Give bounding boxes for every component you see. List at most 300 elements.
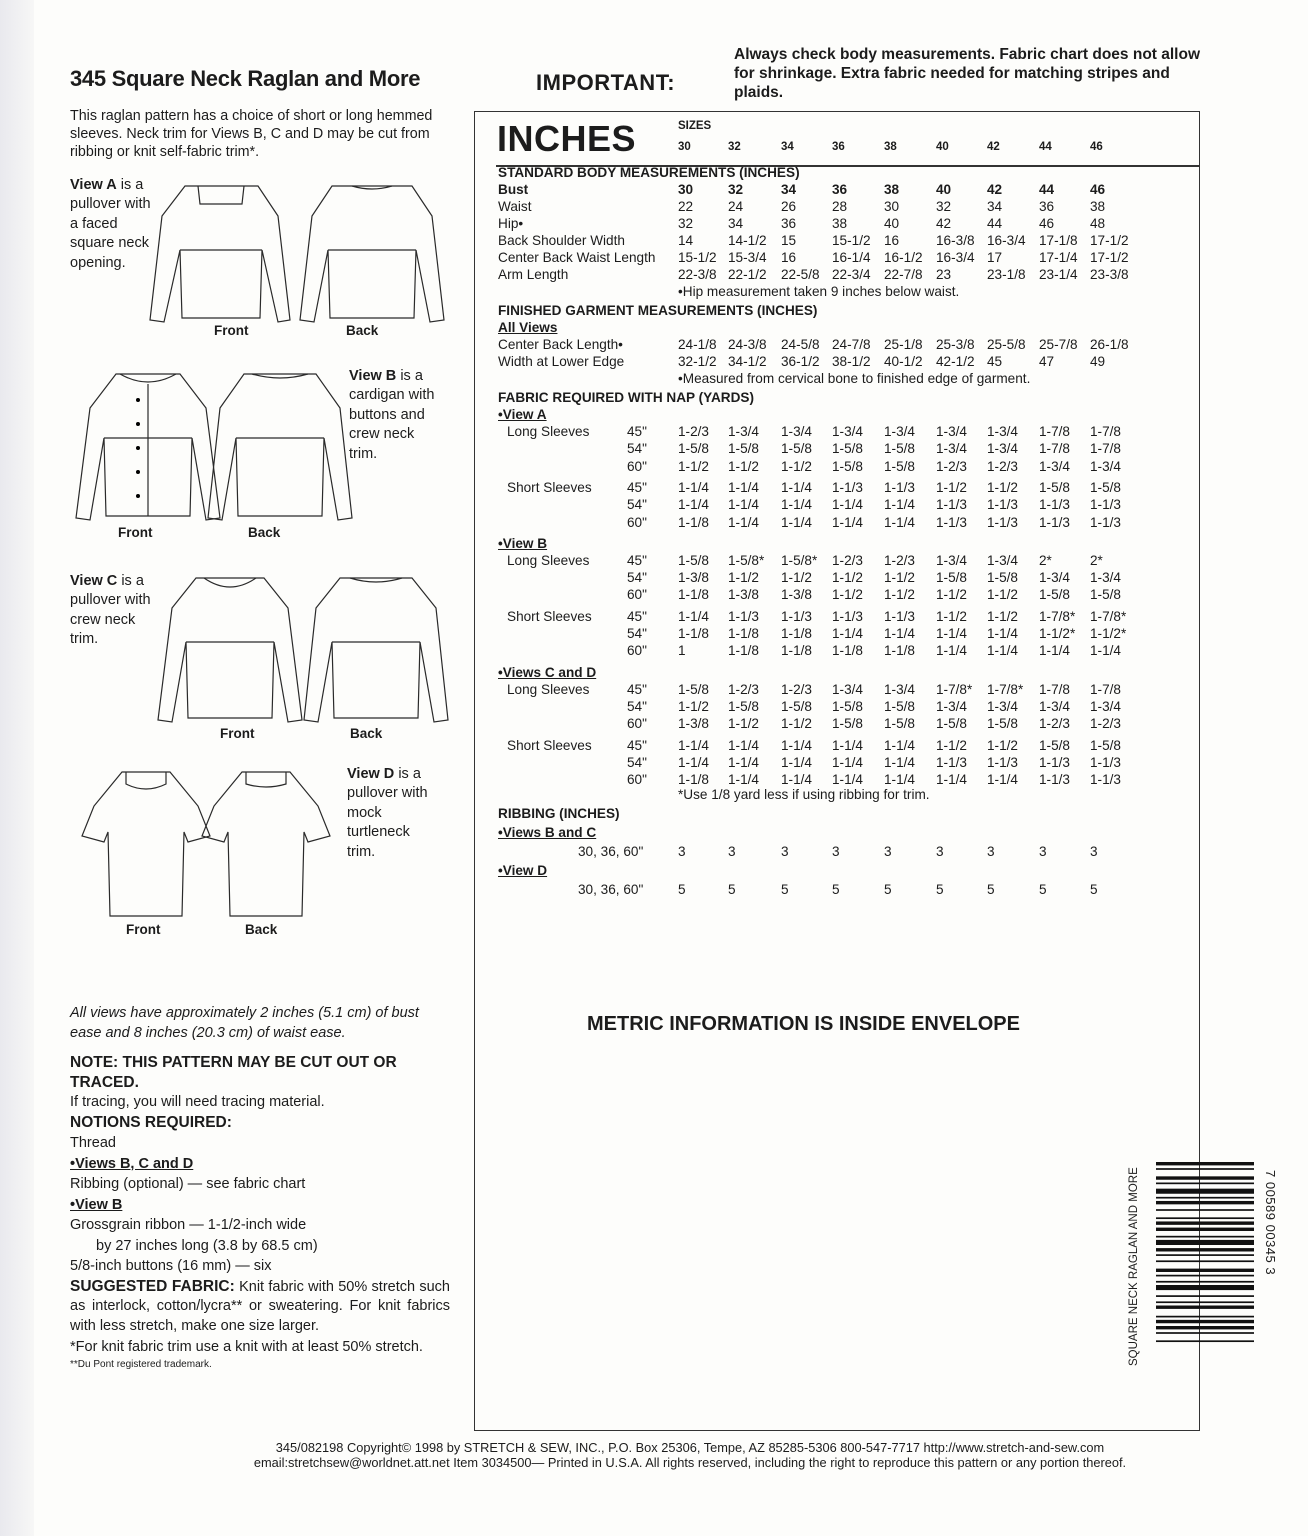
fabric-width: 60" [627, 643, 647, 659]
fabric-width: 45" [627, 681, 647, 697]
barcode-bar [1156, 1332, 1254, 1334]
chart-cell: 3 [987, 844, 995, 860]
chart-cell: 1-3/4 [936, 698, 967, 714]
chart-cell: 1-3/4 [832, 424, 863, 439]
chart-cell: 3 [1039, 844, 1047, 860]
barcode-bar [1156, 1183, 1254, 1185]
row-label: Hip• [498, 216, 524, 231]
chart-cell: 1-3/4 [728, 424, 759, 439]
chart-cell: 1-7/8* [936, 681, 973, 697]
chart-cell: 1-2/3 [728, 681, 759, 697]
chart-cell: 1-1/8 [884, 643, 915, 659]
chart-cell: 1-1/4 [832, 497, 863, 513]
chart-cell: 1-1/2 [728, 458, 759, 474]
chart-cell: 1-1/4 [936, 626, 967, 641]
chart-cell: 1-1/2* [1039, 626, 1076, 641]
chart-cell: 16 [884, 233, 900, 248]
notion-ribbing: Ribbing (optional) — see fabric chart [70, 1176, 306, 1192]
chart-cell: 26-1/8 [1090, 337, 1129, 352]
view-d-description [347, 765, 439, 862]
barcode-bar [1156, 1295, 1254, 1297]
chart-cell: 40-1/2 [884, 354, 923, 369]
chart-cell: 1-1/8 [781, 643, 812, 659]
important-text: Always check body measurements. Fabric chart does not allow for shrinkage. Extra fabric needed for matching stripes and plaids. [734, 46, 1201, 101]
chart-cell: 1-3/4 [1039, 570, 1070, 586]
chart-cell: 1-5/8 [832, 458, 863, 474]
chart-cell: 1-3/4 [987, 552, 1018, 568]
view-c-text: is a pullover with crew neck trim. [70, 573, 151, 648]
chart-cell: 1-1/4 [781, 772, 812, 788]
view-a-back-caption: Back [346, 323, 379, 338]
chart-cell: 1-1/4 [832, 626, 863, 641]
chart-cell: 1-5/8 [781, 441, 812, 457]
chart-cell: 1-3/4 [1039, 458, 1070, 474]
suggested-heading: SUGGESTED FABRIC: [70, 1277, 235, 1295]
chart-cell: 15-3/4 [728, 250, 767, 265]
chart-cell: 22-5/8 [781, 267, 820, 282]
trademark-note: **Du Pont registered trademark. [70, 1358, 212, 1370]
chart-cell: 16-3/4 [936, 250, 975, 265]
chart-cell: 14 [678, 233, 694, 248]
chart-cell: 22-3/4 [832, 267, 871, 282]
chart-cell: 1-1/2 [781, 458, 812, 474]
chart-cell: 1-1/2 [936, 479, 967, 495]
chart-cell: 24-3/8 [728, 337, 767, 352]
finished-note: •Measured from cervical bone to finished edge of garment. [678, 371, 1031, 386]
chart-cell: 36-1/2 [781, 354, 820, 369]
chart-cell: 1-5/8 [678, 552, 709, 568]
chart-cell: 36 [781, 216, 797, 231]
chart-cell: 49 [1090, 354, 1106, 369]
chart-cell: 1-5/8 [1090, 587, 1121, 603]
chart-cell: 1-1/8 [728, 643, 759, 659]
view-d-front-illustration [76, 766, 216, 926]
chart-cell: 1-1/3 [1090, 514, 1121, 530]
chart-cell: 1-1/4 [884, 737, 915, 753]
chart-cell: 1-1/3 [781, 608, 812, 624]
view-d-front-caption: Front [126, 922, 161, 937]
fabric-width: 60" [627, 587, 647, 603]
sleeve-label: Long Sleeves [507, 552, 590, 568]
chart-cell: 34 [987, 199, 1003, 214]
chart-cell: 30 [678, 182, 694, 197]
chart-cell: 1-1/8 [678, 587, 709, 603]
chart-cell: 1-1/4 [678, 737, 709, 753]
chart-cell: 30 [678, 141, 691, 153]
chart-cell: 1-1/8 [678, 626, 709, 641]
chart-cell: 1-1/2 [781, 716, 812, 732]
view-d-back-caption: Back [245, 922, 278, 937]
chart-cell: 3 [728, 844, 736, 860]
chart-cell: 5 [1090, 882, 1098, 898]
chart-cell: 1-3/4 [987, 698, 1018, 714]
chart-cell: 1-1/4 [678, 497, 709, 513]
ribbing-width: 30, 36, 60" [578, 882, 644, 898]
chart-cell: 24-1/8 [678, 337, 717, 352]
chart-cell: 1-3/4 [884, 424, 915, 439]
chart-cell: 36 [832, 141, 845, 153]
view-b-description [349, 367, 441, 464]
chart-cell: 1-1/4 [884, 626, 915, 641]
chart-cell: 1-2/3 [1039, 716, 1070, 732]
barcode-bar [1156, 1228, 1254, 1231]
chart-cell: 1-3/4 [936, 441, 967, 457]
chart-cell: 42 [987, 141, 1000, 153]
chart-cell: 1-1/8 [781, 626, 812, 641]
barcode-bar [1156, 1248, 1254, 1251]
chart-cell: 32 [728, 182, 744, 197]
view-b-back-caption: Back [248, 525, 281, 540]
view-c-back-caption: Back [350, 726, 383, 741]
chart-cell: 1-7/8 [1039, 441, 1070, 457]
view-d-back-illustration [196, 766, 336, 926]
chart-cell: 3 [781, 844, 789, 860]
chart-cell: 17-1/2 [1090, 250, 1129, 265]
sleeve-label: Short Sleeves [507, 737, 592, 753]
chart-cell: 1-1/3 [1039, 772, 1070, 788]
chart-cell: 1-1/3 [1039, 754, 1070, 770]
notes-block [70, 1053, 450, 1372]
chart-cell: 17 [987, 250, 1003, 265]
chart-cell: 1-1/4 [678, 754, 709, 770]
chart-cell: 1-1/4 [728, 737, 759, 753]
chart-cell: 1-1/4 [884, 497, 915, 513]
chart-cell: 38 [884, 182, 900, 197]
chart-cell: 1-1/3 [987, 754, 1018, 770]
barcode-bar [1156, 1269, 1254, 1272]
chart-cell: 1-5/8 [832, 698, 863, 714]
chart-cell: 1-2/3 [678, 424, 709, 439]
chart-cell: 1-1/3 [1090, 497, 1121, 513]
row-label: Waist [498, 199, 532, 214]
chart-cell: 40 [936, 182, 952, 197]
chart-cell: 24-5/8 [781, 337, 820, 352]
view-a-front-illustration [140, 180, 300, 330]
chart-cell: 5 [987, 882, 995, 898]
chart-cell: 1-1/4 [728, 479, 759, 495]
chart-cell: 1-5/8 [678, 441, 709, 457]
chart-cell: 1-1/3 [884, 608, 915, 624]
row-label: Arm Length [498, 267, 569, 282]
chart-cell: 1-1/4 [1090, 643, 1121, 659]
notion-views-bcd: •Views B, C and D [70, 1155, 194, 1172]
view-d-name: View D [347, 766, 395, 782]
chart-cell: 3 [832, 844, 840, 860]
chart-cell: 36 [832, 182, 848, 197]
page-edge [0, 0, 34, 1536]
chart-cell: 25-1/8 [884, 337, 923, 352]
chart-cell: 17-1/8 [1039, 233, 1078, 248]
chart-cell: 1-1/4 [728, 514, 759, 530]
chart-cell: 3 [936, 844, 944, 860]
chart-cell: 1-3/4 [1090, 458, 1121, 474]
chart-cell: 1-1/4 [987, 772, 1018, 788]
chart-cell: 1-3/8 [781, 587, 812, 603]
chart-cell: 1-1/3 [728, 608, 759, 624]
barcode-bar [1156, 1221, 1254, 1224]
chart-cell: 38 [832, 216, 848, 231]
chart-cell: 1-1/2 [987, 587, 1018, 603]
footer-line-1: 345/082198 Copyright© 1998 by STRETCH & SEW, INC., P.O. Box 25306, Tempe, AZ 85285-5306 800-547-7717 http://www.stretch-and-sew.com [275, 1440, 1105, 1455]
fabric-width: 45" [627, 479, 647, 495]
chart-cell: 38 [1090, 199, 1106, 214]
all-views-label: All Views [498, 320, 558, 335]
chart-cell: 16-3/8 [936, 233, 975, 248]
chart-cell: 24 [728, 199, 744, 214]
chart-cell: 22 [678, 199, 694, 214]
suggested-text: Knit fabric with 50% stretch such as interlock, cotton/lycra** or sweatering. For knit fabrics with less stretch, make one size larger. [70, 1278, 450, 1334]
view-b-back-illustration [200, 368, 360, 528]
view-c-back-illustration [296, 572, 456, 727]
chart-cell: 46 [1090, 182, 1106, 197]
fabric-width: 54" [627, 497, 647, 513]
chart-cell: 30 [884, 199, 900, 214]
chart-cell: 1-5/8* [728, 552, 765, 568]
chart-cell: 1-1/2 [936, 737, 967, 753]
chart-cell: 23 [936, 267, 952, 282]
barcode-bar [1156, 1301, 1254, 1303]
chart-cell: 1-5/8 [832, 716, 863, 732]
chart-cell: 1-3/4 [987, 441, 1018, 457]
fabric-width: 54" [627, 626, 647, 641]
chart-cell: 1-1/4 [781, 479, 812, 495]
chart-cell: 1-1/2 [987, 737, 1018, 753]
chart-cell: 1-1/3 [936, 514, 967, 530]
chart-cell: 3 [678, 844, 686, 860]
chart-cell: 40 [884, 216, 900, 231]
hip-note: •Hip measurement taken 9 inches below waist. [678, 284, 960, 299]
chart-cell: 1-3/4 [1090, 570, 1121, 586]
chart-cell: 1-5/8 [987, 570, 1018, 586]
chart-cell: 45 [987, 354, 1003, 369]
chart-cell: 5 [1039, 882, 1047, 898]
chart-cell: 2* [1039, 552, 1052, 568]
chart-cell: 1-1/3 [1090, 754, 1121, 770]
barcode-bar [1156, 1217, 1254, 1219]
chart-cell: 22-7/8 [884, 267, 923, 282]
chart-cell: 1-1/4 [987, 626, 1018, 641]
chart-cell: 1-1/2 [884, 587, 915, 603]
chart-cell: 16 [781, 250, 797, 265]
chart-cell: 1-1/4 [884, 514, 915, 530]
row-label: Center Back Length• [498, 337, 623, 352]
barcode-bar [1156, 1285, 1254, 1290]
chart-cell: 1-5/8 [936, 716, 967, 732]
notion-view-b: •View B [70, 1196, 123, 1213]
chart-cell: 5 [728, 882, 736, 898]
chart-cell: 1-5/8 [1039, 587, 1070, 603]
chart-cell: 1-7/8 [1090, 441, 1121, 457]
pattern-title: 345 Square Neck Raglan and More [70, 66, 421, 91]
chart-cell: 34 [728, 216, 744, 231]
chart-cell: 1-1/3 [832, 608, 863, 624]
barcode-bar [1156, 1254, 1254, 1256]
chart-cell: 3 [884, 844, 892, 860]
chart-cell: 15-1/2 [832, 233, 871, 248]
chart-cell: 48 [1090, 216, 1106, 231]
barcode-bar [1156, 1197, 1254, 1199]
chart-cell: 1-1/2 [987, 479, 1018, 495]
chart-cell: 1-1/4 [832, 737, 863, 753]
view-a-text: is a pullover with a faced square neck opening. [70, 177, 151, 271]
chart-cell: 47 [1039, 354, 1055, 369]
chart-cell: 1-1/2 [884, 570, 915, 586]
barcode-bar [1156, 1340, 1254, 1342]
chart-cell: 1-3/4 [936, 552, 967, 568]
chart-cell: 1-1/4 [781, 737, 812, 753]
chart-cell: 26 [781, 199, 797, 214]
chart-cell: 1-2/3 [1090, 716, 1121, 732]
chart-cell: 46 [1090, 141, 1103, 153]
chart-cell: 1-1/2 [781, 570, 812, 586]
view-b-name: View B [349, 368, 397, 384]
row-label: Bust [498, 182, 529, 197]
fabric-heading: FABRIC REQUIRED WITH NAP (YARDS) [498, 390, 755, 405]
chart-cell: 1-1/4 [781, 497, 812, 513]
chart-cell: 1-3/4 [781, 424, 812, 439]
barcode-bar [1156, 1168, 1254, 1170]
chart-cell: 28 [832, 199, 848, 214]
chart-cell: 1-1/2 [832, 587, 863, 603]
chart-cell: 1-1/3 [987, 514, 1018, 530]
fabric-width: 45" [627, 737, 647, 753]
chart-cell: 1-1/4 [936, 772, 967, 788]
barcode-bar [1156, 1260, 1254, 1262]
ease-note: All views have approximately 2 inches (5.1 cm) of bust ease and 8 inches (20.3 cm) of waist ease. [70, 1005, 419, 1041]
view-c-name: View C [70, 573, 118, 589]
chart-cell: 1-1/3 [884, 479, 915, 495]
chart-cell: 23-3/8 [1090, 267, 1129, 282]
chart-cell: 42 [987, 182, 1003, 197]
chart-cell: 1-1/3 [1039, 514, 1070, 530]
suggested-fabric [70, 1277, 450, 1337]
barcode-bar [1156, 1209, 1254, 1211]
chart-cell: 46 [1039, 216, 1055, 231]
note-heading: NOTE: THIS PATTERN MAY BE CUT OUT OR TRACED. [70, 1054, 397, 1091]
chart-cell: 22-1/2 [728, 267, 767, 282]
view-b-front-caption: Front [118, 525, 153, 540]
metric-note: METRIC INFORMATION IS INSIDE ENVELOPE [587, 1013, 1020, 1035]
sleeve-label: Long Sleeves [507, 424, 590, 439]
copyright-footer [140, 1440, 1240, 1470]
chart-cell: 38 [884, 141, 897, 153]
chart-cell: 1-1/4 [832, 754, 863, 770]
row-label: Center Back Waist Length [498, 250, 656, 265]
ribbing-width: 30, 36, 60" [578, 844, 644, 860]
barcode-bar [1156, 1275, 1254, 1277]
barcode-bar [1156, 1189, 1254, 1194]
chart-cell: 1-1/4 [884, 772, 915, 788]
chart-cell: 1-1/3 [832, 479, 863, 495]
chart-cell: 25-5/8 [987, 337, 1026, 352]
chart-cell: 1-3/4 [884, 681, 915, 697]
chart-cell: 1-5/8 [884, 716, 915, 732]
chart-cell: 16-1/2 [884, 250, 923, 265]
chart-cell: 5 [884, 882, 892, 898]
chart-cell: 1-5/8 [1090, 737, 1121, 753]
ribbing-view-label: •View D [498, 863, 548, 879]
chart-cell: 1-1/4 [987, 643, 1018, 659]
chart-cell: 1-1/3 [1039, 497, 1070, 513]
chart-cell: 40 [936, 141, 949, 153]
fabric-width: 60" [627, 458, 647, 474]
barcode-bar [1156, 1306, 1254, 1309]
chart-cell: 15-1/2 [678, 250, 717, 265]
chart-cell: 1-1/4 [884, 754, 915, 770]
notion-grosgrain-2: by 27 inches long (3.8 by 68.5 cm) [96, 1237, 318, 1254]
chart-cell: 1-1/4 [728, 772, 759, 788]
chart-cell: 1-1/2 [728, 570, 759, 586]
view-a-name: View A [70, 177, 117, 193]
chart-cell: 1-1/3 [987, 497, 1018, 513]
chart-cell: 1-1/2 [936, 608, 967, 624]
fabric-width: 60" [627, 716, 647, 732]
fabric-view-label: •View B [498, 535, 548, 551]
chart-cell: 44 [1039, 182, 1055, 197]
chart-cell: 1-1/4 [678, 608, 709, 624]
barcode-bar [1156, 1176, 1254, 1179]
fabric-width: 45" [627, 608, 647, 624]
fabric-width: 54" [627, 570, 647, 586]
sleeve-label: Short Sleeves [507, 608, 592, 624]
chart-cell: 1-5/8 [678, 681, 709, 697]
barcode-image [1156, 1162, 1254, 1368]
chart-cell: 25-7/8 [1039, 337, 1078, 352]
chart-cell: 1-5/8 [781, 698, 812, 714]
chart-cell: 1-5/8 [1090, 479, 1121, 495]
chart-cell: 1-7/8 [1039, 424, 1070, 439]
row-label: Width at Lower Edge [498, 354, 625, 369]
chart-cell: 1-2/3 [987, 458, 1018, 474]
chart-cell: 34 [781, 141, 794, 153]
chart-cell: 1-5/8 [884, 458, 915, 474]
view-a-back-illustration [292, 180, 452, 330]
chart-cell: 1-5/8* [781, 552, 818, 568]
view-b-text: is a cardigan with buttons and crew neck trim. [349, 368, 435, 462]
chart-cell: 32 [936, 199, 952, 214]
note-text: If tracing, you will need tracing material. [70, 1094, 325, 1110]
trim-note: *For knit fabric trim use a knit with at least 50% stretch. [70, 1339, 423, 1355]
notion-buttons: 5/8-inch buttons (16 mm) — six [70, 1258, 272, 1274]
chart-unit-heading: INCHES [497, 118, 637, 159]
barcode-bar [1156, 1320, 1254, 1323]
chart-cell: 1-1/4 [832, 772, 863, 788]
footer-line-2: email:stretchsew@worldnet.att.net Item 3034500— Printed in U.S.A. All rights reserved, including the right to reproduce this pattern or any portion thereof. [253, 1455, 1127, 1470]
chart-cell: 1-1/4 [832, 514, 863, 530]
chart-cell: 1-3/8 [728, 587, 759, 603]
barcode-bar [1156, 1162, 1254, 1165]
fabric-width: 54" [627, 698, 647, 714]
chart-cell: 5 [781, 882, 789, 898]
chart-cell: 1-3/4 [1039, 698, 1070, 714]
chart-cell: 42-1/2 [936, 354, 975, 369]
chart-cell: 1-5/8 [884, 698, 915, 714]
notion-grosgrain-1: Grossgrain ribbon — 1-1/2-inch wide [70, 1217, 307, 1233]
chart-cell: 1-1/4 [781, 754, 812, 770]
pattern-intro: This raglan pattern has a choice of short or long hemmed sleeves. Neck trim for Views B, C and D may be cut from ribbing or knit self-fabric trim*. [70, 108, 433, 160]
row-label: Back Shoulder Width [498, 233, 625, 248]
chart-cell: 1-3/4 [936, 424, 967, 439]
ribbing-view-label: •Views B and C [498, 825, 597, 841]
chart-cell: 1-3/4 [987, 424, 1018, 439]
chart-cell: 1-3/8 [678, 716, 709, 732]
chart-cell: 23-1/4 [1039, 267, 1078, 282]
chart-cell: 1-7/8* [987, 681, 1024, 697]
sleeve-label: Long Sleeves [507, 681, 590, 697]
chart-cell: 23-1/8 [987, 267, 1026, 282]
chart-cell: 1-7/8 [1039, 681, 1070, 697]
chart-cell: 1-7/8* [1090, 608, 1127, 624]
